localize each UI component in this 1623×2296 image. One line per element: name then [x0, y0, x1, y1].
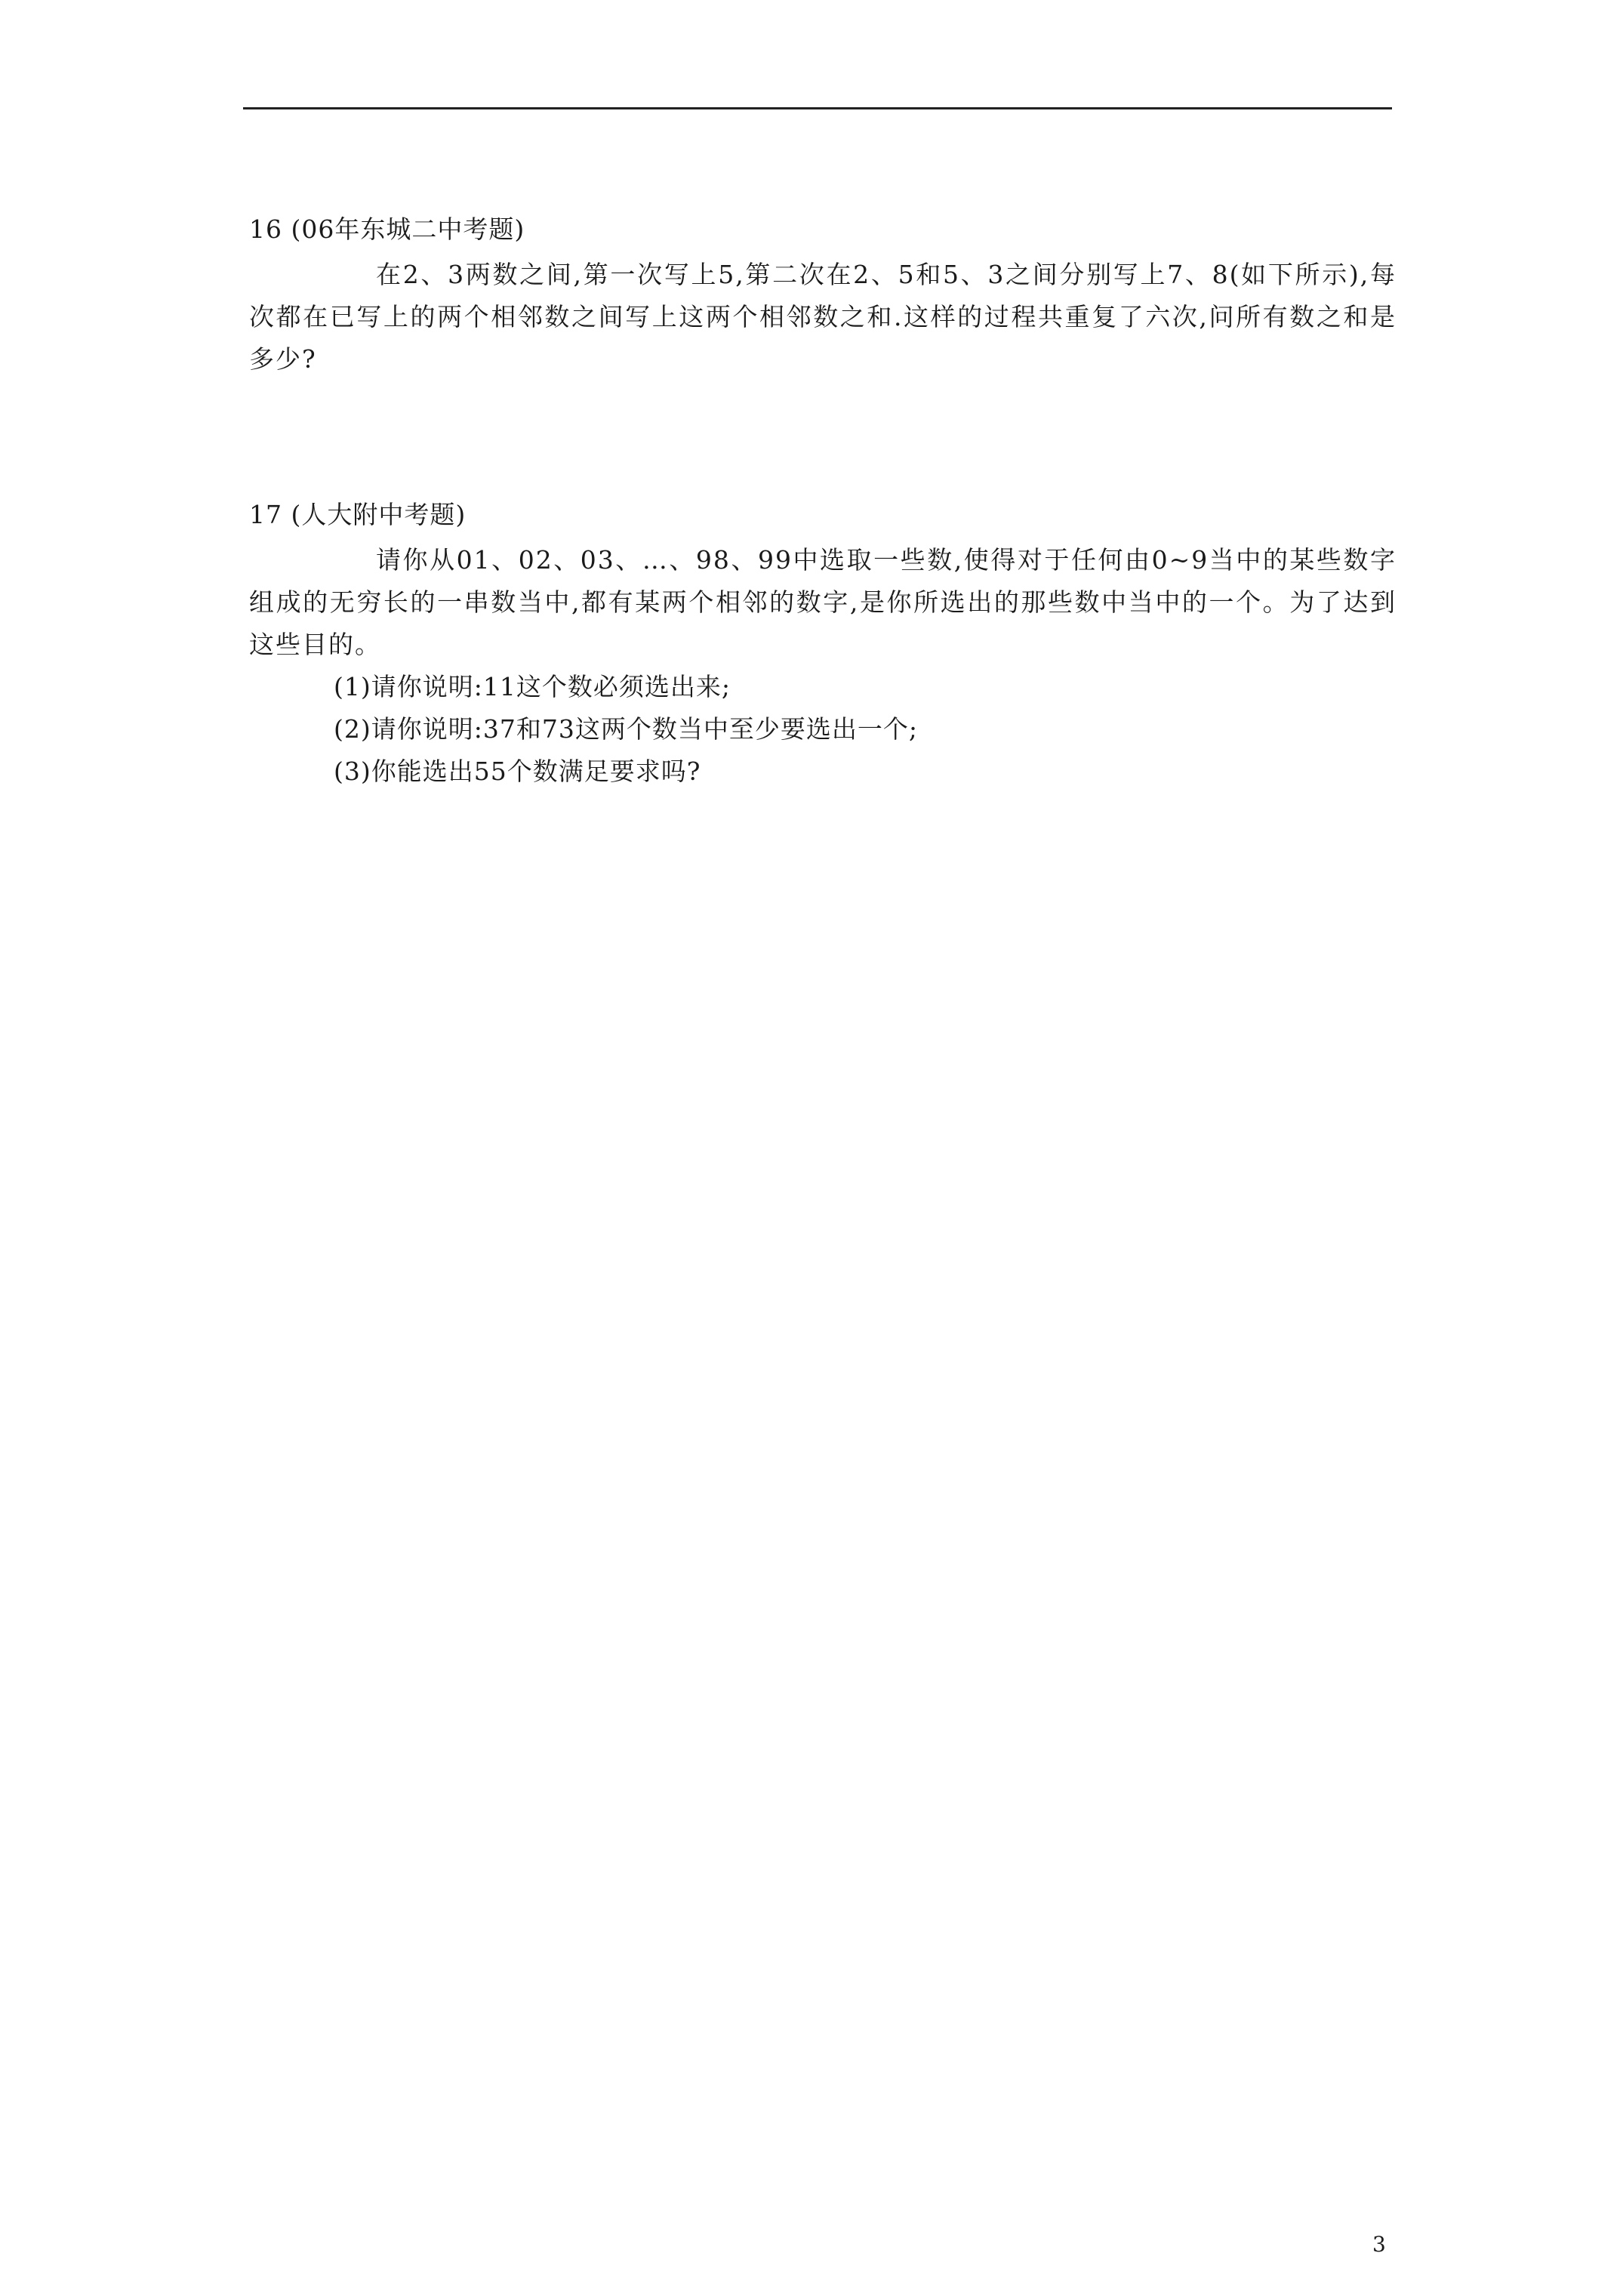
sub-question-2: (2)请你说明:37和73这两个数当中至少要选出一个; [334, 714, 918, 744]
problem-17 [249, 495, 1397, 793]
problem-statement: 在2、3两数之间,第一次写上5,第二次在2、5和5、3之间分别写上7、8(如下所示),每次都在已写上的两个相邻数之间写上这两个相邻数之和.这样的过程共重复了六次,问所有数之和是多少? [249, 260, 1397, 374]
sub-question-1: (1)请你说明:11这个数必须选出来; [334, 672, 731, 701]
sub-question-3: (3)你能选出55个数满足要求吗? [334, 757, 701, 786]
problem-heading: 16 (06年东城二中考题) [249, 214, 525, 244]
problem-heading: 17 (人大附中考题) [249, 500, 467, 529]
problem-statement: 请你从01、02、03、…、98、99中选取一些数,使得对于任何由0~9当中的某些数字组成的无穷长的一串数当中,都有某两个相邻的数字,是你所选出的那些数中当中的一个。为了达到这些目的。 [249, 545, 1397, 659]
problem-16 [249, 210, 1397, 381]
page-number: 3 [1372, 2232, 1386, 2257]
header-rule [243, 107, 1392, 109]
